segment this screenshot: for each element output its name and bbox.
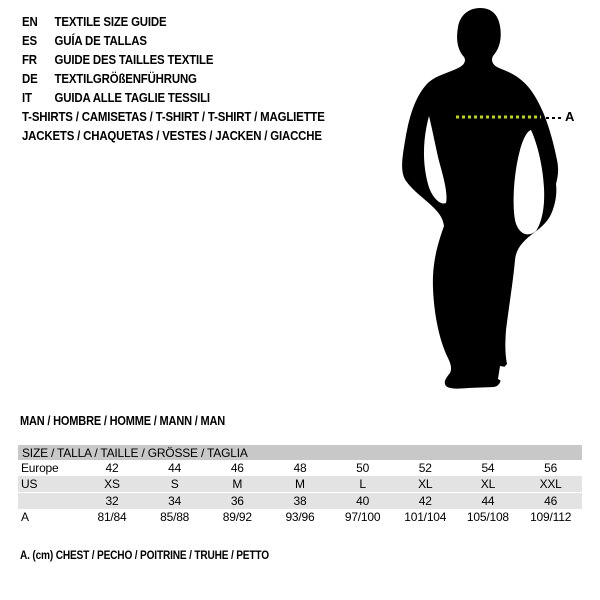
table-cell: 85/88 bbox=[160, 510, 190, 524]
language-code: DE bbox=[22, 71, 38, 86]
size-table bbox=[18, 445, 582, 525]
table-cell: 46 bbox=[230, 461, 244, 475]
table-cell: 50 bbox=[356, 461, 370, 475]
table-row-us bbox=[18, 476, 582, 493]
language-code: EN bbox=[22, 14, 38, 29]
table-cell: 40 bbox=[331, 493, 394, 510]
table-cell: L bbox=[331, 476, 394, 493]
language-code: ES bbox=[22, 33, 37, 48]
table-cell: 46 bbox=[519, 493, 582, 510]
table-cell: 89/92 bbox=[222, 510, 252, 524]
table-cell: XS bbox=[81, 476, 144, 493]
table-cell: 32 bbox=[81, 493, 144, 510]
size-table-header: SIZE / TALLA / TAILLE / GRÖSSE / TAGLIA bbox=[18, 445, 582, 460]
row-label: US bbox=[18, 476, 81, 493]
table-cell: 36 bbox=[206, 493, 269, 510]
row-label: Europe bbox=[21, 461, 59, 475]
table-cell: M bbox=[206, 476, 269, 493]
table-row-us-numeric bbox=[18, 493, 582, 510]
language-label: TEXTILE SIZE GUIDE bbox=[54, 14, 167, 29]
table-cell: 56 bbox=[544, 461, 558, 475]
category-tshirts: T-SHIRTS / CAMISETAS / T-SHIRT / T-SHIRT / MAGLIETTE bbox=[22, 109, 325, 124]
table-cell: 44 bbox=[457, 493, 520, 510]
table-cell: M bbox=[269, 476, 332, 493]
table-cell: 54 bbox=[481, 461, 495, 475]
size-table-header-row bbox=[18, 445, 582, 460]
row-label bbox=[18, 493, 81, 510]
table-row-europe bbox=[18, 460, 582, 476]
language-row-de bbox=[22, 69, 213, 88]
language-label: TEXTILGRÖßENFÜHRUNG bbox=[54, 71, 197, 86]
language-code: FR bbox=[22, 52, 37, 67]
table-cell: 93/96 bbox=[285, 510, 315, 524]
language-label: GUÍA DE TALLAS bbox=[54, 33, 147, 48]
section-title-man: MAN / HOMBRE / HOMME / MANN / MAN bbox=[20, 414, 226, 428]
table-row-chest bbox=[18, 509, 582, 525]
row-label: A bbox=[21, 510, 29, 524]
language-row-es bbox=[22, 31, 213, 50]
language-code: IT bbox=[22, 90, 32, 105]
language-list bbox=[22, 12, 213, 107]
table-cell: 81/84 bbox=[97, 510, 127, 524]
language-row-en bbox=[22, 12, 213, 31]
table-cell: 109/112 bbox=[530, 510, 572, 524]
table-cell: 52 bbox=[418, 461, 432, 475]
table-cell: 48 bbox=[293, 461, 307, 475]
table-cell: 38 bbox=[269, 493, 332, 510]
table-cell: 34 bbox=[143, 493, 206, 510]
man-figure bbox=[400, 0, 600, 410]
man-silhouette bbox=[400, 0, 600, 410]
table-cell: 97/100 bbox=[344, 510, 381, 524]
table-cell: S bbox=[143, 476, 206, 493]
language-label: GUIDE DES TAILLES TEXTILE bbox=[54, 52, 214, 67]
table-cell: 42 bbox=[394, 493, 457, 510]
language-label: GUIDA ALLE TAGLIE TESSILI bbox=[54, 90, 210, 105]
table-cell: 105/108 bbox=[466, 510, 509, 524]
measurement-label-a: A bbox=[565, 109, 575, 124]
table-cell: 101/104 bbox=[404, 510, 447, 524]
language-row-it bbox=[22, 88, 213, 107]
category-list bbox=[22, 107, 325, 145]
measurement-footnote: A. (cm) CHEST / PECHO / POITRINE / TRUHE / PETTO bbox=[20, 550, 269, 562]
table-cell: 42 bbox=[105, 461, 119, 475]
table-cell: XXL bbox=[519, 476, 582, 493]
language-row-fr bbox=[22, 50, 213, 69]
table-cell: XL bbox=[394, 476, 457, 493]
table-cell: 44 bbox=[168, 461, 182, 475]
table-cell: XL bbox=[457, 476, 520, 493]
category-jackets: JACKETS / CHAQUETAS / VESTES / JACKEN / GIACCHE bbox=[22, 128, 322, 143]
